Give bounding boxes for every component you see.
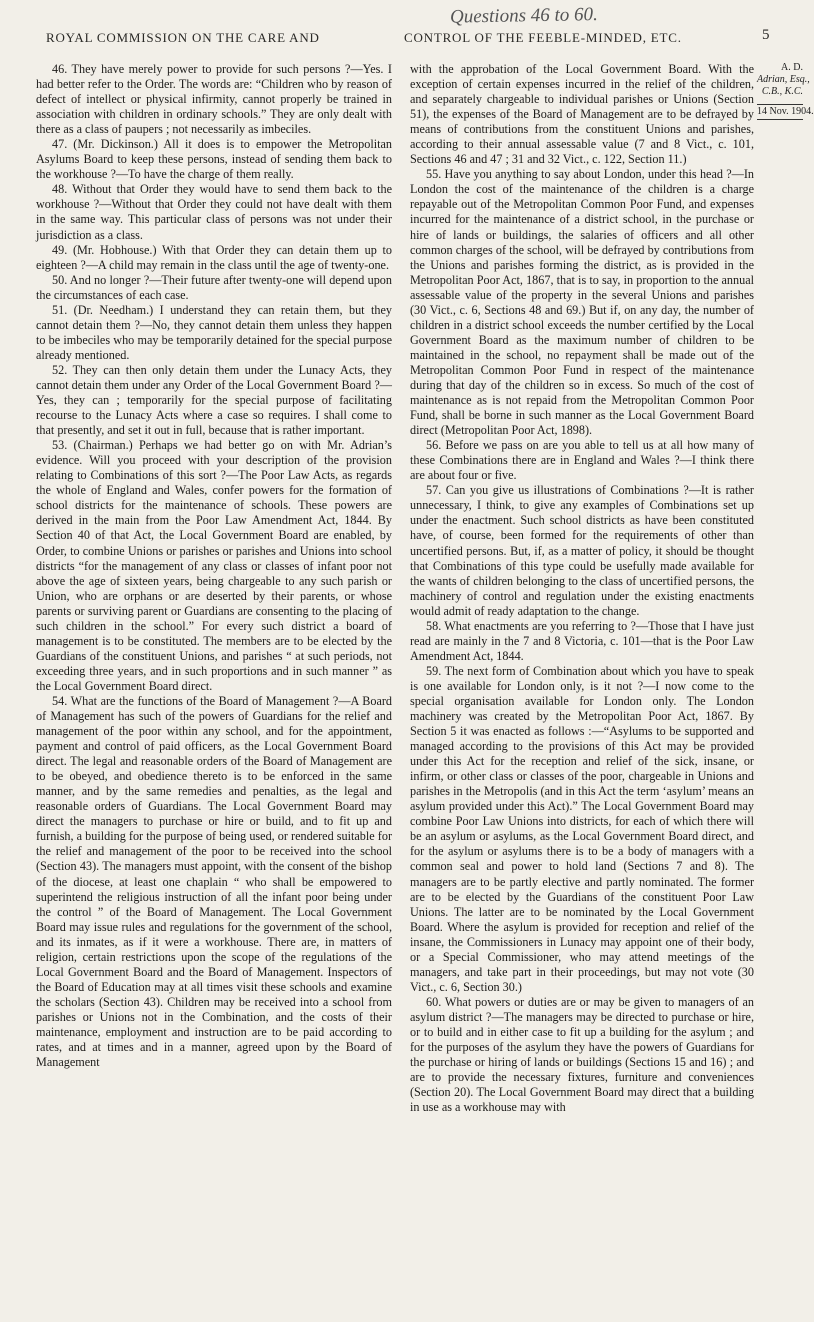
paragraph-49: 49. (Mr. Hobhouse.) With that Order they can detain them up to eighteen ?—A child may remain in the class until the age of twenty-one. [36, 242, 392, 272]
paragraph-51: 51. (Dr. Needham.) I understand they can retain them, but they cannot detain them ?—No, they cannot detain them unless they happen to be imbeciles who may be temporarily detained for the special purpose already mentioned. [36, 302, 392, 362]
handwritten-note: Questions 46 to 60. [449, 4, 598, 28]
witness-date: 14 Nov. 1904. [757, 104, 803, 120]
witness-margin-note [757, 62, 814, 120]
running-head-right: CONTROL OF THE FEEBLE-MINDED, ETC. [404, 30, 682, 45]
running-head-left: ROYAL COMMISSION ON THE CARE AND [46, 30, 320, 45]
paragraph-58: 58. What enactments are you referring to ?—Those that I have just read are mainly in the 7 and 8 Victoria, c. 101—that is the Poor Law Amendment Act, 1844. [410, 618, 754, 663]
right-column [410, 62, 754, 1115]
witness-initials: A. D. [781, 62, 803, 73]
paragraph-48: 48. Without that Order they would have to send them back to the workhouse ?—Without that Order they could not have dealt with them in the same way. This particular class of persons was not under their jurisdiction as a class. [36, 182, 392, 242]
paragraph-47: 47. (Mr. Dickinson.) All it does is to empower the Metropolitan Asylums Board to keep these persons, instead of sending them back to the workhouse ?—To have the charge of them really. [36, 137, 392, 182]
paragraph-50: 50. And no longer ?—Their future after twenty-one will depend upon the circumstances of each case. [36, 272, 392, 302]
paragraph-60: 60. What powers or duties are or may be given to managers of an asylum district ?—The managers may be directed to purchase or hire, or to build and in either case to fit up a building for the asylum ; and for the purposes of the asylum they have the powers of Guardians for the purchase or hiring of lands or buildings (Sections 15 and 16) ; and are to provide the necessary fixtures, furniture and conveniences (Section 20). The Local Government Board may direct that a building in use as a workhouse may with [410, 994, 754, 1115]
witness-name: Adrian, Esq., [757, 74, 810, 85]
paragraph-53: 53. (Chairman.) Perhaps we had better go on with Mr. Adrian’s evidence. Will you proceed with your description of the provision relating to Combinations of this sort ?—The Poor Law Acts, as regards the whole of England and Wales, confer powers for the formation of school districts for the maintenance of schools. These powers are derived in the main from the Poor Law Amendment Act, 1844. By Section 40 of that Act, the Local Government Board are enabled, by Order, to combine Unions or parishes or parishes and Unions into school districts “for the management of any class or classes of infant poor not above the age of sixteen years, being chargeable to any such parish or Union, who are orphans or are deserted by their parents, or whose parents or surviving parent or Guardians are consenting to the placing of such children in the school.” For every such district a board of management is to be constituted. The members are to be elected by the Guardians of the constituent Unions, and parishes “ at such periods, not exceeding three years, and in such proportions and in such manner ” as the Local Government Board direct. [36, 438, 392, 693]
page-number: 5 [762, 27, 771, 43]
paragraph-57: 57. Can you give us illustrations of Combinations ?—It is rather unnecessary, I think, to give any examples of Combinations set up under the enactment. Such school districts as have been constituted have, of course, been formed for the requirements of other than uncertified persons. But, if, as a matter of policy, it should be thought that Combinations of this type could be usefully made available for the wants of children belonging to the class of uncertified persons, the machinery of control and regulation under the existing enactments would admit of ready adaptation to the change. [410, 483, 754, 618]
paragraph-52: 52. They can then only detain them under the Lunacy Acts, they cannot detain them under any Order of the Local Government Board ?—Yes, they can ; temporarily for the special purpose of facilitating recourse to the Lunacy Acts where a case so requires. I shall come to that presently, and set it out in full, because that is rather important. [36, 362, 392, 438]
paragraph-59: 59. The next form of Combination about which you have to speak is one available for London only, is it not ?—I now come to the special organisation available for London only. The London machinery was created by the Metropolitan Poor Act, 1867. By Section 5 it was enacted as follows :—“Asylums to be supported and managed according to the provisions of this Act may be provided under this Act for the reception and relief of the sick, insane, or infirm, or other class or classes of the poor, chargeable in Unions and parishes in the Metropolis (and in this Act the term ‘asylum’ means an asylum provided under this Act).” The Local Government Board may combine Poor Law Unions into districts, for each of which there will be an asylum or asylums, as the Local Government Board direct, and for the asylum or asylums there is to be a body of managers with a common seal and power to hold land (Sections 7 and 8). The managers are to be partly elective and partly nominated. The former are to be elected by the Guardians of the constituent Poor Law Unions. The latter are to be nominated by the Local Government Board. Where the asylum is provided for reception and relief of the insane, the Commissioners in Lunacy may appoint one of their body, or a Special Commissioner, who may attend meetings of the managers, and take part in their proceedings, but may not vote (30 Vict., c. 6, Section 30.) [410, 663, 754, 994]
paragraph-54: 54. What are the functions of the Board of Management ?—A Board of Management has such of the powers of Guardians for the relief and management of the poor within any school, and for the appointment, payment and control of paid officers, as the Local Government Board direct. The legal and reasonable orders of the Board of Management are to be obeyed, and obedience thereto is to be enforced in the same manner, and by the same remedies and penalties, as the legal and reasonable orders of Guardians. The Local Government Board may direct the managers to purchase or hire or build, and to fit up and furnish, a building for the purpose of being used, or rendered suitable for the relief and management of the poor to be received into the school (Section 43). The managers must appoint, with the consent of the bishop of the diocese, at least one chaplain “ who shall be empowered to superintend the religious instruction of all the infant poor being under the control ” of the Board of Management. The Local Government Board may issue rules and regulations for the government of the school, and its inmates, as if it were a workhouse. There are, in matters of religion, certain restrictions upon the scope of the regulations of the Local Government Board and the Board of Management. Inspectors of the Board of Education may at all times visit these schools and examine the scholars (Section 43). Children may be received into a school from parishes or Unions not in the Combination, and the costs of their maintenance, employment and instruction are to be paid according to rates, and at times and in a manner, agreed upon by the Board of Management [36, 693, 392, 1070]
witness-title: C.B., K.C. [761, 86, 803, 97]
paragraph-56: 56. Before we pass on are you able to tell us at all how many of these Combinations there are in England and Wales ?—I think there are about four or five. [410, 438, 754, 483]
page-header [0, 27, 801, 52]
left-column [36, 62, 392, 1070]
paragraph-54-continued: with the approbation of the Local Government Board. With the exception of certain expenses incurred in the relief of the children, and separately chargeable to individual parishes or Unions (Section 51), the expenses of the Board of Management are to be defrayed by means of contributions from the constituent Unions and parishes, according to their annual assessable value (7 and 8 Vict., c. 101, Sections 46 and 47 ; 31 and 32 Vict., c. 122, Section 11.) [410, 62, 754, 167]
paragraph-46: 46. They have merely power to provide for such persons ?—Yes. I had better refer to the Order. The words are: “Children who by reason of defect of intellect or physical infirmity, cannot properly be trained in association with children in ordinary schools.” They are only dealt with there as a class of paupers ; not necessarily as imbeciles. [36, 62, 392, 137]
paragraph-55: 55. Have you anything to say about London, under this head ?—In London the cost of the maintenance of the children is a charge repayable out of the Metropolitan Common Poor Fund, and expenses incurred for the maintenance of a district school, in the purchase or hire of lands or buildings, the salaries of officers and all other common charges of the school, will be defrayed by contributions from the Unions and parishes forming the district, as is provided in the Metropolitan Poor Act, 1867, that is to say, in proportion to the annual assessable value of the property in the several Unions and parishes (30 Vict., c. 6, Sections 48 and 69.) But if, on any day, the number of children in a district school exceeds the number certified by the Local Government Board as the maximum number of children to be maintained in the school, no repayment shall be made out of the Metropolitan Common Poor Fund in respect of the maintenance during that day of the children so in excess. So much of the cost of maintenance as is not repaid from the Metropolitan Common Poor Fund, shall be borne in such manner as the Local Government Board direct (Metropolitan Poor Act, 1898). [410, 167, 754, 438]
